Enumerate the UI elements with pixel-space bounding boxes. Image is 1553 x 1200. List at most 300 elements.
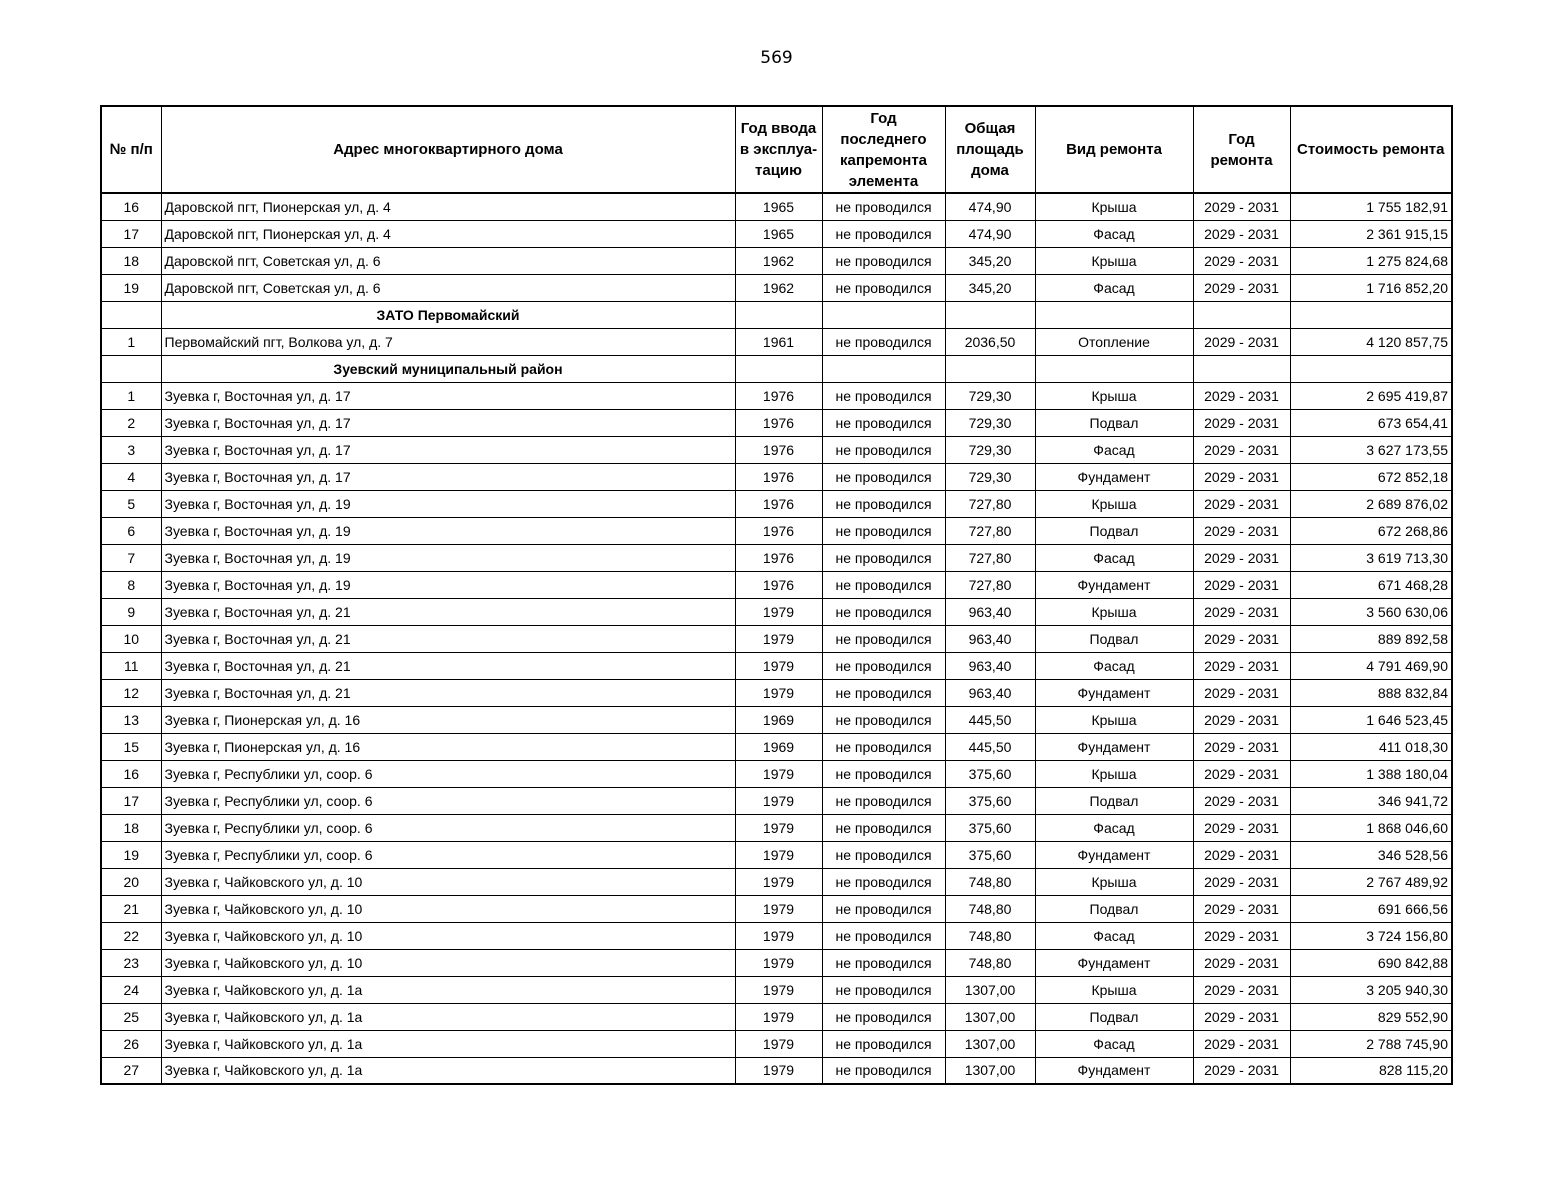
table-row xyxy=(101,436,1452,463)
cell-repair-year: 2029 - 2031 xyxy=(1193,463,1290,490)
cell-area: 375,60 xyxy=(945,841,1035,868)
cell-last-repair: не проводился xyxy=(822,571,945,598)
cell-address: Зуевка г, Восточная ул, д. 21 xyxy=(161,598,735,625)
cell-last-repair: не проводился xyxy=(822,409,945,436)
section-title: Зуевский муниципальный район xyxy=(161,355,735,382)
cell-repair-year: 2029 - 2031 xyxy=(1193,517,1290,544)
cell-cost: 346 941,72 xyxy=(1290,787,1452,814)
cell-cost: 1 646 523,45 xyxy=(1290,706,1452,733)
cell-last-repair: не проводился xyxy=(822,652,945,679)
cell-repair-type: Фасад xyxy=(1035,922,1193,949)
cell-year-built: 1976 xyxy=(735,463,822,490)
cell-last-repair: не проводился xyxy=(822,841,945,868)
table-row xyxy=(101,247,1452,274)
cell-cost: 4 120 857,75 xyxy=(1290,328,1452,355)
cell-last-repair: не проводился xyxy=(822,949,945,976)
cell-num: 25 xyxy=(101,1003,161,1030)
cell-area: 963,40 xyxy=(945,598,1035,625)
cell-year-built: 1979 xyxy=(735,598,822,625)
cell-area: 445,50 xyxy=(945,733,1035,760)
cell-repair-year: 2029 - 2031 xyxy=(1193,1003,1290,1030)
section-empty-cell xyxy=(945,301,1035,328)
cell-num: 8 xyxy=(101,571,161,598)
cell-last-repair: не проводился xyxy=(822,517,945,544)
cell-year-built: 1976 xyxy=(735,409,822,436)
cell-repair-type: Крыша xyxy=(1035,976,1193,1003)
cell-area: 727,80 xyxy=(945,571,1035,598)
cell-repair-year: 2029 - 2031 xyxy=(1193,571,1290,598)
cell-repair-year: 2029 - 2031 xyxy=(1193,679,1290,706)
section-empty-cell xyxy=(735,301,822,328)
cell-num: 2 xyxy=(101,409,161,436)
cell-repair-type: Подвал xyxy=(1035,625,1193,652)
table-row xyxy=(101,895,1452,922)
cell-area: 963,40 xyxy=(945,625,1035,652)
cell-repair-type: Крыша xyxy=(1035,598,1193,625)
table-row xyxy=(101,571,1452,598)
cell-year-built: 1979 xyxy=(735,625,822,652)
cell-cost: 3 627 173,55 xyxy=(1290,436,1452,463)
cell-year-built: 1976 xyxy=(735,517,822,544)
cell-year-built: 1979 xyxy=(735,1003,822,1030)
cell-last-repair: не проводился xyxy=(822,1003,945,1030)
cell-repair-year: 2029 - 2031 xyxy=(1193,922,1290,949)
cell-address: Зуевка г, Чайковского ул, д. 10 xyxy=(161,868,735,895)
cell-num: 19 xyxy=(101,274,161,301)
cell-area: 375,60 xyxy=(945,814,1035,841)
cell-num: 24 xyxy=(101,976,161,1003)
section-empty-cell xyxy=(1290,301,1452,328)
cell-last-repair: не проводился xyxy=(822,1030,945,1057)
cell-last-repair: не проводился xyxy=(822,814,945,841)
cell-repair-type: Фасад xyxy=(1035,544,1193,571)
cell-repair-type: Подвал xyxy=(1035,895,1193,922)
cell-year-built: 1979 xyxy=(735,976,822,1003)
section-empty-cell xyxy=(1290,355,1452,382)
cell-last-repair: не проводился xyxy=(822,544,945,571)
table-row xyxy=(101,733,1452,760)
cell-repair-year: 2029 - 2031 xyxy=(1193,1030,1290,1057)
section-empty-cell xyxy=(945,355,1035,382)
table-row xyxy=(101,1057,1452,1084)
cell-address: Зуевка г, Восточная ул, д. 19 xyxy=(161,571,735,598)
cell-cost: 3 205 940,30 xyxy=(1290,976,1452,1003)
cell-last-repair: не проводился xyxy=(822,976,945,1003)
cell-repair-year: 2029 - 2031 xyxy=(1193,247,1290,274)
cell-repair-type: Фасад xyxy=(1035,436,1193,463)
cell-repair-type: Крыша xyxy=(1035,193,1193,220)
cell-address: Зуевка г, Пионерская ул, д. 16 xyxy=(161,733,735,760)
cell-repair-type: Крыша xyxy=(1035,382,1193,409)
cell-num: 17 xyxy=(101,787,161,814)
header-address: Адрес многоквартирного дома xyxy=(161,106,735,193)
table-row xyxy=(101,490,1452,517)
cell-repair-type: Фундамент xyxy=(1035,949,1193,976)
table-row xyxy=(101,409,1452,436)
cell-repair-year: 2029 - 2031 xyxy=(1193,841,1290,868)
cell-last-repair: не проводился xyxy=(822,193,945,220)
header-area: Общая площадь дома xyxy=(945,106,1035,193)
cell-repair-year: 2029 - 2031 xyxy=(1193,409,1290,436)
cell-repair-type: Фасад xyxy=(1035,1030,1193,1057)
cell-repair-year: 2029 - 2031 xyxy=(1193,760,1290,787)
table-row xyxy=(101,220,1452,247)
cell-repair-year: 2029 - 2031 xyxy=(1193,382,1290,409)
cell-repair-year: 2029 - 2031 xyxy=(1193,706,1290,733)
cell-area: 729,30 xyxy=(945,463,1035,490)
cell-cost: 671 468,28 xyxy=(1290,571,1452,598)
cell-num: 1 xyxy=(101,328,161,355)
cell-address: Зуевка г, Восточная ул, д. 19 xyxy=(161,517,735,544)
repair-schedule-table xyxy=(100,105,1453,1085)
cell-year-built: 1969 xyxy=(735,706,822,733)
section-empty-cell xyxy=(101,355,161,382)
cell-last-repair: не проводился xyxy=(822,463,945,490)
section-empty-cell xyxy=(1035,301,1193,328)
cell-cost: 1 275 824,68 xyxy=(1290,247,1452,274)
cell-repair-year: 2029 - 2031 xyxy=(1193,652,1290,679)
cell-year-built: 1976 xyxy=(735,544,822,571)
cell-address: Зуевка г, Чайковского ул, д. 1а xyxy=(161,976,735,1003)
cell-repair-type: Подвал xyxy=(1035,787,1193,814)
cell-num: 20 xyxy=(101,868,161,895)
cell-num: 13 xyxy=(101,706,161,733)
cell-year-built: 1965 xyxy=(735,220,822,247)
table-row xyxy=(101,949,1452,976)
table-row xyxy=(101,544,1452,571)
cell-address: Зуевка г, Чайковского ул, д. 1а xyxy=(161,1030,735,1057)
header-row xyxy=(101,106,1452,193)
cell-address: Зуевка г, Республики ул, соор. 6 xyxy=(161,787,735,814)
cell-address: Зуевка г, Чайковского ул, д. 1а xyxy=(161,1003,735,1030)
cell-repair-year: 2029 - 2031 xyxy=(1193,436,1290,463)
cell-year-built: 1962 xyxy=(735,247,822,274)
cell-num: 1 xyxy=(101,382,161,409)
cell-last-repair: не проводился xyxy=(822,436,945,463)
table-row xyxy=(101,760,1452,787)
cell-num: 11 xyxy=(101,652,161,679)
cell-year-built: 1979 xyxy=(735,652,822,679)
cell-repair-year: 2029 - 2031 xyxy=(1193,1057,1290,1084)
table-row xyxy=(101,652,1452,679)
cell-year-built: 1979 xyxy=(735,760,822,787)
cell-year-built: 1969 xyxy=(735,733,822,760)
cell-cost: 1 388 180,04 xyxy=(1290,760,1452,787)
cell-num: 7 xyxy=(101,544,161,571)
header-year-built: Год ввода в эксплуа-тацию xyxy=(735,106,822,193)
cell-year-built: 1961 xyxy=(735,328,822,355)
cell-repair-type: Фасад xyxy=(1035,652,1193,679)
cell-year-built: 1965 xyxy=(735,193,822,220)
cell-address: Зуевка г, Пионерская ул, д. 16 xyxy=(161,706,735,733)
cell-num: 17 xyxy=(101,220,161,247)
page-number: 569 xyxy=(760,48,793,68)
cell-address: Зуевка г, Восточная ул, д. 21 xyxy=(161,679,735,706)
table-row xyxy=(101,841,1452,868)
header-repair-year: Год ремонта xyxy=(1193,106,1290,193)
section-row xyxy=(101,301,1452,328)
cell-last-repair: не проводился xyxy=(822,787,945,814)
cell-num: 10 xyxy=(101,625,161,652)
cell-last-repair: не проводился xyxy=(822,679,945,706)
cell-area: 2036,50 xyxy=(945,328,1035,355)
cell-repair-type: Подвал xyxy=(1035,409,1193,436)
cell-cost: 691 666,56 xyxy=(1290,895,1452,922)
table-row xyxy=(101,1030,1452,1057)
cell-repair-year: 2029 - 2031 xyxy=(1193,976,1290,1003)
cell-area: 1307,00 xyxy=(945,1003,1035,1030)
cell-area: 375,60 xyxy=(945,787,1035,814)
cell-repair-year: 2029 - 2031 xyxy=(1193,220,1290,247)
cell-address: Зуевка г, Восточная ул, д. 17 xyxy=(161,436,735,463)
cell-cost: 1 755 182,91 xyxy=(1290,193,1452,220)
table-row xyxy=(101,274,1452,301)
cell-address: Зуевка г, Восточная ул, д. 17 xyxy=(161,382,735,409)
table-row xyxy=(101,706,1452,733)
table-row xyxy=(101,922,1452,949)
cell-year-built: 1979 xyxy=(735,841,822,868)
cell-repair-year: 2029 - 2031 xyxy=(1193,274,1290,301)
cell-address: Зуевка г, Чайковского ул, д. 1а xyxy=(161,1057,735,1084)
cell-address: Даровской пгт, Советская ул, д. 6 xyxy=(161,274,735,301)
cell-year-built: 1979 xyxy=(735,1030,822,1057)
cell-cost: 1 868 046,60 xyxy=(1290,814,1452,841)
cell-area: 1307,00 xyxy=(945,1057,1035,1084)
cell-num: 23 xyxy=(101,949,161,976)
cell-repair-year: 2029 - 2031 xyxy=(1193,490,1290,517)
cell-address: Зуевка г, Восточная ул, д. 21 xyxy=(161,625,735,652)
table-row xyxy=(101,625,1452,652)
cell-year-built: 1979 xyxy=(735,895,822,922)
cell-num: 22 xyxy=(101,922,161,949)
cell-num: 4 xyxy=(101,463,161,490)
cell-year-built: 1979 xyxy=(735,922,822,949)
cell-area: 727,80 xyxy=(945,517,1035,544)
cell-last-repair: не проводился xyxy=(822,247,945,274)
cell-cost: 673 654,41 xyxy=(1290,409,1452,436)
header-repair-type: Вид ремонта xyxy=(1035,106,1193,193)
cell-repair-year: 2029 - 2031 xyxy=(1193,895,1290,922)
cell-area: 748,80 xyxy=(945,949,1035,976)
cell-num: 12 xyxy=(101,679,161,706)
cell-area: 445,50 xyxy=(945,706,1035,733)
cell-repair-year: 2029 - 2031 xyxy=(1193,544,1290,571)
cell-last-repair: не проводился xyxy=(822,625,945,652)
cell-num: 18 xyxy=(101,247,161,274)
cell-num: 16 xyxy=(101,193,161,220)
cell-year-built: 1979 xyxy=(735,868,822,895)
cell-num: 16 xyxy=(101,760,161,787)
cell-address: Первомайский пгт, Волкова ул, д. 7 xyxy=(161,328,735,355)
cell-cost: 828 115,20 xyxy=(1290,1057,1452,1084)
cell-repair-year: 2029 - 2031 xyxy=(1193,949,1290,976)
section-empty-cell xyxy=(1193,301,1290,328)
cell-cost: 3 724 156,80 xyxy=(1290,922,1452,949)
cell-address: Зуевка г, Восточная ул, д. 17 xyxy=(161,409,735,436)
header-last-repair: Год последнего капремонта элемента xyxy=(822,106,945,193)
cell-cost: 672 268,86 xyxy=(1290,517,1452,544)
cell-area: 474,90 xyxy=(945,220,1035,247)
cell-last-repair: не проводился xyxy=(822,733,945,760)
cell-cost: 672 852,18 xyxy=(1290,463,1452,490)
cell-repair-year: 2029 - 2031 xyxy=(1193,328,1290,355)
cell-address: Зуевка г, Республики ул, соор. 6 xyxy=(161,760,735,787)
cell-repair-type: Фундамент xyxy=(1035,733,1193,760)
cell-repair-year: 2029 - 2031 xyxy=(1193,868,1290,895)
section-empty-cell xyxy=(101,301,161,328)
table-row xyxy=(101,598,1452,625)
table-row xyxy=(101,976,1452,1003)
table-row xyxy=(101,328,1452,355)
cell-area: 748,80 xyxy=(945,868,1035,895)
cell-repair-year: 2029 - 2031 xyxy=(1193,814,1290,841)
cell-area: 748,80 xyxy=(945,895,1035,922)
cell-address: Даровской пгт, Советская ул, д. 6 xyxy=(161,247,735,274)
cell-num: 5 xyxy=(101,490,161,517)
cell-year-built: 1979 xyxy=(735,814,822,841)
cell-cost: 690 842,88 xyxy=(1290,949,1452,976)
cell-repair-type: Крыша xyxy=(1035,706,1193,733)
section-empty-cell xyxy=(735,355,822,382)
table-row xyxy=(101,787,1452,814)
cell-cost: 2 788 745,90 xyxy=(1290,1030,1452,1057)
cell-cost: 889 892,58 xyxy=(1290,625,1452,652)
cell-cost: 2 689 876,02 xyxy=(1290,490,1452,517)
cell-address: Зуевка г, Восточная ул, д. 17 xyxy=(161,463,735,490)
cell-repair-type: Фасад xyxy=(1035,814,1193,841)
cell-address: Зуевка г, Республики ул, соор. 6 xyxy=(161,841,735,868)
cell-num: 15 xyxy=(101,733,161,760)
cell-year-built: 1979 xyxy=(735,949,822,976)
cell-num: 26 xyxy=(101,1030,161,1057)
cell-cost: 3 619 713,30 xyxy=(1290,544,1452,571)
table-row xyxy=(101,517,1452,544)
cell-last-repair: не проводился xyxy=(822,868,945,895)
cell-address: Зуевка г, Восточная ул, д. 21 xyxy=(161,652,735,679)
table-row xyxy=(101,1003,1452,1030)
cell-area: 748,80 xyxy=(945,922,1035,949)
cell-area: 1307,00 xyxy=(945,976,1035,1003)
cell-cost: 346 528,56 xyxy=(1290,841,1452,868)
cell-year-built: 1976 xyxy=(735,436,822,463)
cell-repair-type: Крыша xyxy=(1035,490,1193,517)
cell-cost: 2 361 915,15 xyxy=(1290,220,1452,247)
cell-cost: 829 552,90 xyxy=(1290,1003,1452,1030)
cell-num: 18 xyxy=(101,814,161,841)
cell-year-built: 1962 xyxy=(735,274,822,301)
cell-address: Зуевка г, Восточная ул, д. 19 xyxy=(161,490,735,517)
cell-repair-type: Фасад xyxy=(1035,274,1193,301)
cell-repair-year: 2029 - 2031 xyxy=(1193,787,1290,814)
cell-num: 19 xyxy=(101,841,161,868)
header-num: № п/п xyxy=(101,106,161,193)
cell-address: Даровской пгт, Пионерская ул, д. 4 xyxy=(161,193,735,220)
cell-cost: 888 832,84 xyxy=(1290,679,1452,706)
cell-address: Зуевка г, Чайковского ул, д. 10 xyxy=(161,949,735,976)
cell-repair-type: Подвал xyxy=(1035,517,1193,544)
cell-repair-year: 2029 - 2031 xyxy=(1193,625,1290,652)
cell-year-built: 1976 xyxy=(735,382,822,409)
cell-area: 345,20 xyxy=(945,247,1035,274)
cell-year-built: 1979 xyxy=(735,787,822,814)
cell-last-repair: не проводился xyxy=(822,706,945,733)
cell-repair-type: Крыша xyxy=(1035,760,1193,787)
cell-year-built: 1976 xyxy=(735,490,822,517)
cell-cost: 1 716 852,20 xyxy=(1290,274,1452,301)
cell-repair-type: Фасад xyxy=(1035,220,1193,247)
cell-year-built: 1979 xyxy=(735,1057,822,1084)
cell-repair-type: Крыша xyxy=(1035,247,1193,274)
cell-last-repair: не проводился xyxy=(822,274,945,301)
cell-year-built: 1979 xyxy=(735,679,822,706)
cell-repair-type: Фундамент xyxy=(1035,571,1193,598)
cell-cost: 2 767 489,92 xyxy=(1290,868,1452,895)
cell-area: 729,30 xyxy=(945,436,1035,463)
cell-num: 27 xyxy=(101,1057,161,1084)
cell-area: 963,40 xyxy=(945,679,1035,706)
cell-last-repair: не проводился xyxy=(822,895,945,922)
cell-address: Зуевка г, Чайковского ул, д. 10 xyxy=(161,922,735,949)
cell-cost: 2 695 419,87 xyxy=(1290,382,1452,409)
section-title: ЗАТО Первомайский xyxy=(161,301,735,328)
cell-cost: 4 791 469,90 xyxy=(1290,652,1452,679)
cell-address: Зуевка г, Восточная ул, д. 19 xyxy=(161,544,735,571)
cell-address: Зуевка г, Республики ул, соор. 6 xyxy=(161,814,735,841)
cell-last-repair: не проводился xyxy=(822,328,945,355)
section-empty-cell xyxy=(822,301,945,328)
cell-last-repair: не проводился xyxy=(822,598,945,625)
cell-area: 963,40 xyxy=(945,652,1035,679)
cell-area: 729,30 xyxy=(945,382,1035,409)
cell-area: 727,80 xyxy=(945,544,1035,571)
table-row xyxy=(101,679,1452,706)
cell-cost: 3 560 630,06 xyxy=(1290,598,1452,625)
cell-last-repair: не проводился xyxy=(822,382,945,409)
cell-area: 729,30 xyxy=(945,409,1035,436)
cell-repair-type: Фундамент xyxy=(1035,463,1193,490)
section-empty-cell xyxy=(1035,355,1193,382)
section-row xyxy=(101,355,1452,382)
cell-last-repair: не проводился xyxy=(822,760,945,787)
cell-repair-type: Отопление xyxy=(1035,328,1193,355)
cell-repair-type: Фундамент xyxy=(1035,1057,1193,1084)
cell-num: 9 xyxy=(101,598,161,625)
cell-num: 21 xyxy=(101,895,161,922)
cell-repair-year: 2029 - 2031 xyxy=(1193,733,1290,760)
cell-address: Зуевка г, Чайковского ул, д. 10 xyxy=(161,895,735,922)
table-row xyxy=(101,382,1452,409)
cell-num: 3 xyxy=(101,436,161,463)
table-row xyxy=(101,193,1452,220)
cell-cost: 411 018,30 xyxy=(1290,733,1452,760)
cell-repair-type: Крыша xyxy=(1035,868,1193,895)
cell-address: Даровской пгт, Пионерская ул, д. 4 xyxy=(161,220,735,247)
table-row xyxy=(101,814,1452,841)
cell-num: 6 xyxy=(101,517,161,544)
table-row xyxy=(101,868,1452,895)
cell-repair-year: 2029 - 2031 xyxy=(1193,598,1290,625)
cell-area: 727,80 xyxy=(945,490,1035,517)
header-cost: Стоимость ремонта xyxy=(1290,106,1452,193)
cell-repair-type: Подвал xyxy=(1035,1003,1193,1030)
cell-last-repair: не проводился xyxy=(822,922,945,949)
cell-last-repair: не проводился xyxy=(822,220,945,247)
cell-area: 375,60 xyxy=(945,760,1035,787)
section-empty-cell xyxy=(1193,355,1290,382)
cell-last-repair: не проводился xyxy=(822,1057,945,1084)
cell-last-repair: не проводился xyxy=(822,490,945,517)
cell-area: 1307,00 xyxy=(945,1030,1035,1057)
